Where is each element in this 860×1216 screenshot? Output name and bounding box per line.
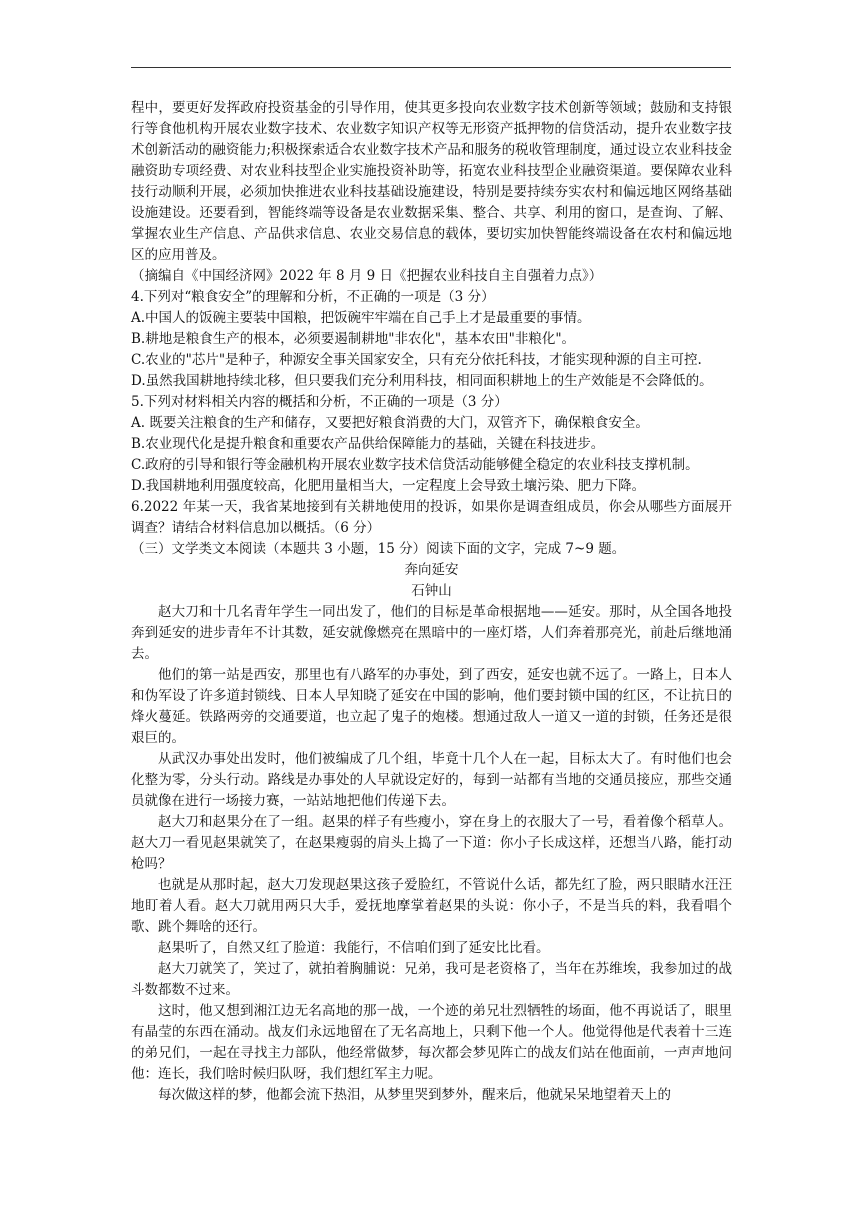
question-5-option-b: B.农业现代化是提升粮食和重要农产品供给保障能力的基础，关键在科技进步。 xyxy=(131,436,605,452)
passage-tail: 程中，要更好发挥政府投资基金的引导作用，使其更多投向农业数字技术创新等领域；鼓励和支持银行等食他机构开展农业数字技术、农业数字知识产权等无形资产抵押物的信贷活动，提升农业数字技术创新活动的融资能力;积极探索适合农业数字技术产品和服务的税收管理制度，通过设立农业科技金融资助专项经费、对农业科技型企业实施投资补助等，拓宽农业科技型企业融资渠道。要保障农业科技行动顺利开展，必须加快推进农业科技基础设施建设，特别是要持续夯实农村和偏远地区网络基础设施建设。还要看到，智能终端等设备是农业数据采集、整合、共享、利用的窗口，是查询、了解、掌握农业生产信息、产品供求信息、农业交易信息的载体，要切实加快智能终端设备在农村和偏远地区的应用普及。 xyxy=(131,100,732,263)
question-4-stem: 4.下列对“粮食安全”的理解和分析，不正确的一项是（3 分） xyxy=(131,289,495,305)
question-5-option-d: D.我国耕地利用强度较高，化肥用量相当大，一定程度上会导致土壤污染、肥力下降。 xyxy=(131,478,646,494)
question-5-option-c: C.政府的引导和银行等金融机构开展农业数字技术信贷活动能够健全稳定的农业科技支撑机制。 xyxy=(131,457,699,473)
story-paragraph: 从武汉办事处出发时，他们被编成了几个组，毕竟十几个人在一起，目标太大了。有时他们也会化整为零，分头行动。路线是办事处的人早就设定好的，每到一站都有当地的交通员接应，那些交通员就像在进行一场接力赛，一站站地把他们传递下去。 xyxy=(131,751,732,809)
story-paragraph: 赵大刀和十几名青年学生一同出发了，他们的目标是革命根据地——延安。那时，从全国各地投奔到延安的进步青年不计其数，延安就像燃亮在黑暗中的一座灯塔，人们奔着那亮光，前赴后继地涌去。 xyxy=(131,604,732,662)
header-rule xyxy=(131,67,731,68)
story-title: 奔向延安 xyxy=(404,562,459,578)
question-4-option-b: B.耕地是粮食生产的根本，必须要遏制耕地"非农化"，基本农田"非粮化"。 xyxy=(131,331,576,347)
question-4-option-a: A.中国人的饭碗主要装中国粮，把饭碗牢牢端在自己手上才是最重要的事情。 xyxy=(131,310,591,326)
story-paragraph: 赵大刀和赵果分在了一组。赵果的样子有些瘦小，穿在身上的衣服大了一号，看着像个稻草人。赵大刀一看见赵果就笑了，在赵果瘦弱的肩头上捣了一下道：你小子长成这样，还想当八路，能打动枪吗？ xyxy=(131,814,732,872)
document-body xyxy=(131,98,732,1106)
question-4-option-d: D.虽然我国耕地持续北移，但只要我们充分利用科技，相同面积耕地上的生产效能是不会降低的。 xyxy=(131,373,713,389)
story-author: 石钟山 xyxy=(411,583,452,599)
question-6-stem: 6.2022 年某一天，我省某地接到有关耕地使用的投诉，如果你是调查组成员，你会从哪些方面展开调查？请结合材料信息加以概括。（6 分） xyxy=(131,499,732,536)
story-paragraph: 这时，他又想到湘江边无名高地的那一战，一个迹的弟兄壮烈牺牲的场面，他不再说话了，眼里有晶莹的东西在涌动。战友们永远地留在了无名高地上，只剩下他一个人。他觉得他是代表着十三连的弟兄们，一起在寻找主力部队，他经常做梦，每次都会梦见阵亡的战友们站在他面前，一声声地问他：连长，我们啥时候归队呀，我们想红军主力呢。 xyxy=(131,1003,732,1082)
story-paragraph: 每次做这样的梦，他都会流下热泪，从梦里哭到梦外，醒来后，他就呆呆地望着天上的 xyxy=(158,1087,671,1103)
question-5-option-a: A. 既要关注粮食的生产和储存，又要把好粮食消费的大门，双管齐下，确保粮食安全。 xyxy=(131,415,649,431)
story-paragraph: 赵果听了，自然又红了脸道：我能行，不信咱们到了延安比比看。 xyxy=(158,940,550,956)
story-paragraph: 也就是从那时起，赵大刀发现赵果这孩子爱脸红，不管说什么话，都先红了脸，两只眼睛水汪汪地盯着人看。赵大刀就用两只大手，爱抚地摩掌着赵果的头说：你小子，不是当兵的料，我看唱个歌、跳个舞啥的还行。 xyxy=(131,877,732,935)
question-4-option-c: C.农业的"芯片"是种子，种源安全事关国家安全，只有充分依托科技，才能实现种源的自主可控. xyxy=(131,352,702,368)
question-5-stem: 5.下列对材料相关内容的概括和分析，不正确的一项是（3 分） xyxy=(131,394,508,410)
story-paragraph: 他们的第一站是西安，那里也有八路军的办事处，到了西安，延安也就不远了。一路上，日本人和伪军设了许多道封锁线、日本人早知晓了延安在中国的影响，他们要封锁中国的红区，不让抗日的烽火蔓延。铁路两旁的交通要道，也立起了鬼子的炮楼。想通过敌人一道又一道的封锁，任务还是很艰巨的。 xyxy=(131,667,732,746)
story-paragraph: 赵大刀就笑了，笑过了，就拍着胸脯说：兄弟，我可是老资格了，当年在苏维埃，我参加过的战斗数都数不过来。 xyxy=(131,961,732,998)
section-3-heading: （三）文学类文本阅读（本题共 3 小题，15 分）阅读下面的文字，完成 7~9 题。 xyxy=(131,541,626,557)
source-note: （摘编自《中国经济网》2022 年 8 月 9 日《把握农业科技自主自强着力点》） xyxy=(131,268,603,284)
